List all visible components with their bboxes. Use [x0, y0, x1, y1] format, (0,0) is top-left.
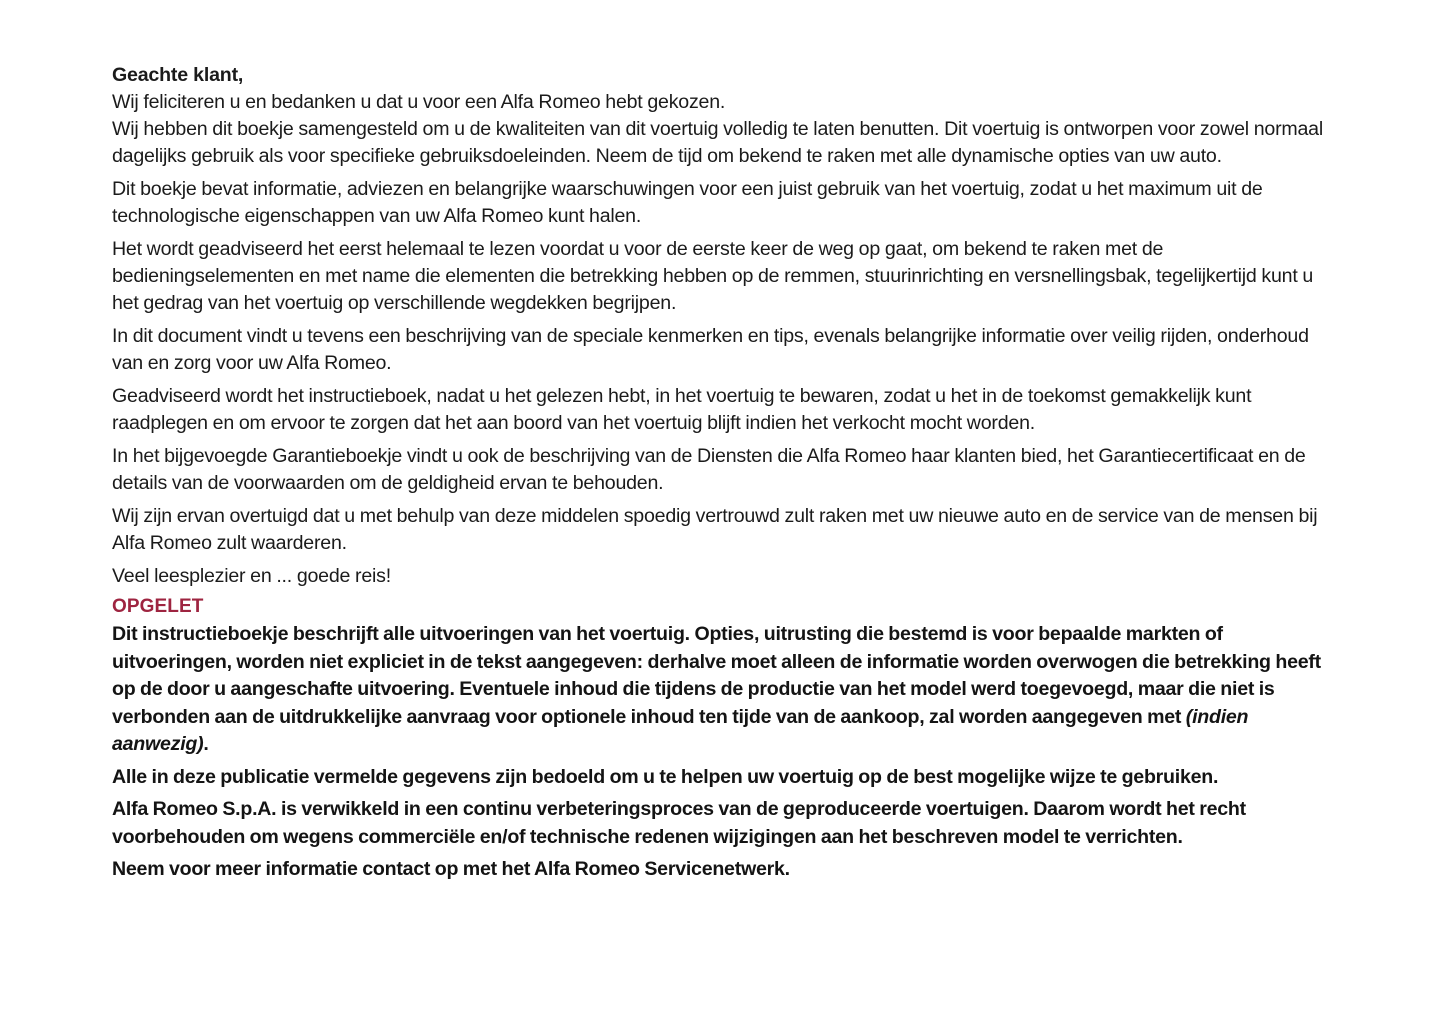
- warning-heading: OPGELET: [112, 596, 204, 617]
- warning-paragraph-contact-service: Neem voor meer informatie contact op met het Alfa Romeo Servicenetwerk.: [112, 858, 790, 880]
- paragraph-read-first: Het wordt geadviseerd het eerst helemaal te lezen voordat u voor de eerste keer de weg op gaat, om bekend te raken met de bedieningselementen en met name die elementen die betrekking hebben op de remmen, stuurinrichting en versnellingsbak, tegelijkertijd kunt u het gedrag van het voertuig op verschillende wegdekken begrijpen.: [112, 238, 1314, 314]
- paragraph-happy-reading: Veel leesplezier en ... goede reis!: [112, 565, 391, 587]
- warning-paragraph-versions: [112, 621, 1324, 759]
- paragraph-warranty-booklet: In het bijgevoegde Garantieboekje vindt u ook de beschrijving van de Diensten die Alfa Romeo haar klanten bied, het Garantiecertificaat en de details van de voorwaarden om de geldigheid ervan te behouden.: [112, 445, 1306, 494]
- paragraph-booklet-purpose: Wij hebben dit boekje samengesteld om u de kwaliteiten van dit voertuig volledig te laten benutten. Dit voertuig is ontworpen voor zowel normaal dagelijks gebruik als voor specifieke gebruiksdoeleinden. Neem de tijd om bekend te raken met alle dynamische opties van uw auto.: [112, 118, 1323, 167]
- paragraph-special-features: In dit document vindt u tevens een beschrijving van de speciale kenmerken en tips, evenals belangrijke informatie over veilig rijden, onderhoud van en zorg voor uw Alfa Romeo.: [112, 325, 1309, 374]
- paragraph-booklet-contents: Dit boekje bevat informatie, adviezen en belangrijke waarschuwingen voor een juist gebruik van het voertuig, zodat u het maximum uit de technologische eigenschappen van uw Alfa Romeo kunt halen.: [112, 178, 1263, 227]
- warning-text-part-b: .: [203, 733, 209, 755]
- warning-text-if-present: (indien aanwezig): [112, 705, 1249, 755]
- greeting-heading: Geachte klant,: [112, 64, 244, 86]
- warning-paragraph-right-reserved: Alfa Romeo S.p.A. is verwikkeld in een continu verbeteringsproces van de geproduceerde voertuigen. Daarom wordt het recht voorbehouden om wegens commerciële en/of technische redenen wijzigingen aan het beschreven model te verrichten.: [112, 798, 1246, 848]
- document-content: [112, 62, 1324, 889]
- paragraph-confidence: Wij zijn ervan overtuigd dat u met behulp van deze middelen spoedig vertrouwd zult raken met uw nieuwe auto en de service van de mensen bij Alfa Romeo zult waarderen.: [112, 505, 1318, 554]
- warning-paragraph-data-purpose: Alle in deze publicatie vermelde gegevens zijn bedoeld om u te helpen uw voertuig op de best mogelijke wijze te gebruiken.: [112, 765, 1219, 788]
- warning-text-part-a: Dit instructieboekje beschrijft alle uitvoeringen van het voertuig. Opties, uitrusting die bestemd is voor bepaalde markten of uitvoeringen, worden niet expliciet in de tekst aangegeven: derhalve moet alleen de informatie worden overwogen die betrekking heeft op de door u aangeschafte uitvoering. Eventuele inhoud die tijdens de productie van het model werd toegevoegd, maar die niet is verbonden aan de uitdrukkelijke aanvraag voor optionele inhoud ten tijde van de aankoop, zal worden aangegeven met: [112, 623, 1321, 728]
- paragraph-keep-in-vehicle: Geadviseerd wordt het instructieboek, nadat u het gelezen hebt, in het voertuig te bewaren, zodat u het in de toekomst gemakkelijk kunt raadplegen en om ervoor te zorgen dat het aan boord van het voertuig blijft indien het verkocht mocht worden.: [112, 385, 1252, 434]
- paragraph-congratulations: Wij feliciteren u en bedanken u dat u voor een Alfa Romeo hebt gekozen.: [112, 91, 726, 113]
